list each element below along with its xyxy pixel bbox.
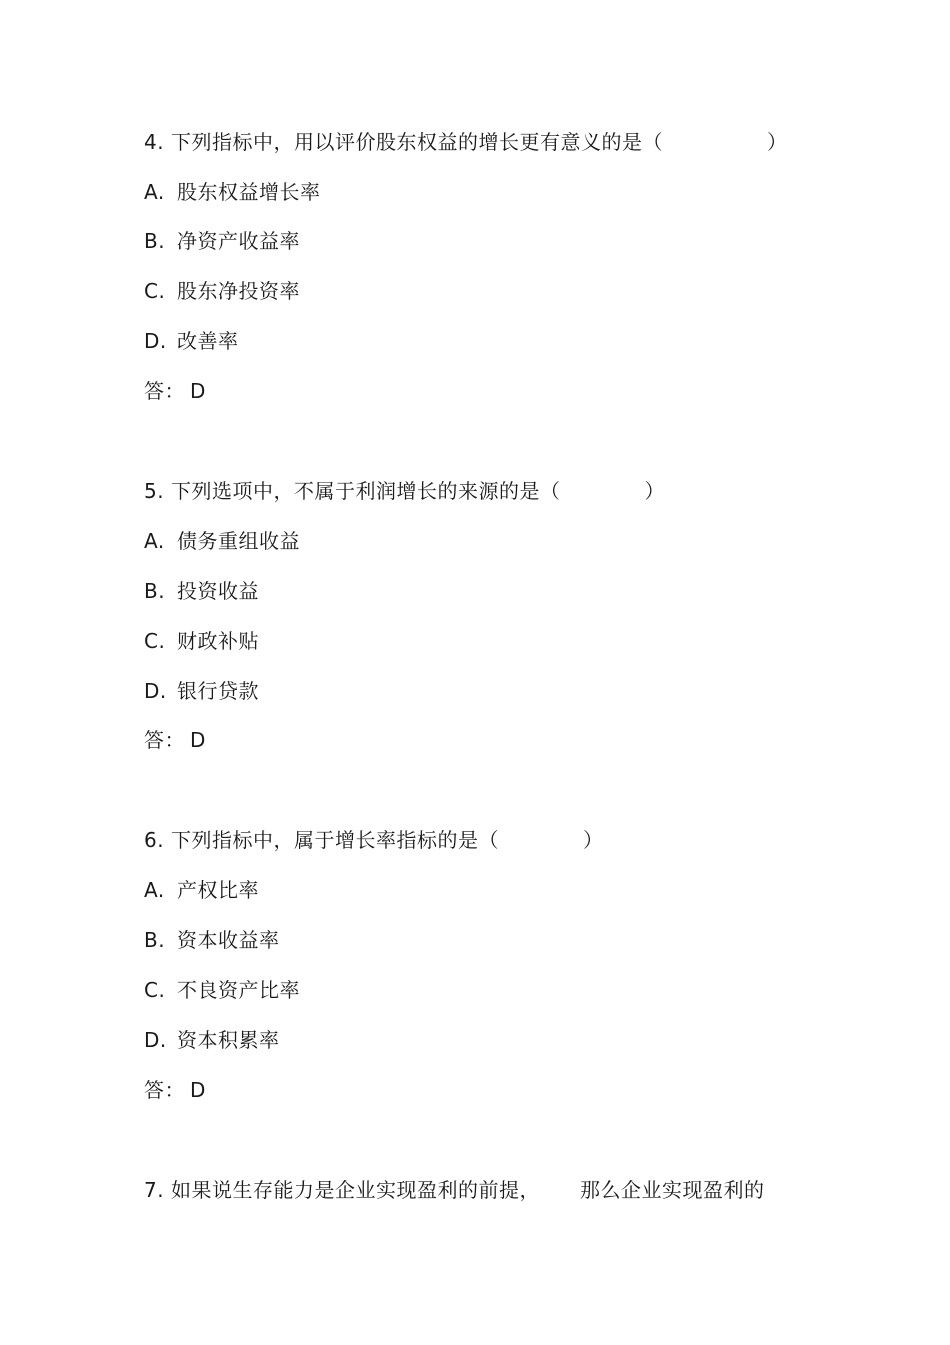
option-letter: A. xyxy=(144,878,165,902)
question-5-option-b xyxy=(144,577,259,605)
option-text: 资本收益率 xyxy=(177,928,280,952)
option-text: 银行贷款 xyxy=(177,679,259,703)
question-5-stem xyxy=(144,477,665,505)
option-letter: C. xyxy=(144,978,166,1002)
option-letter: D. xyxy=(144,1028,167,1052)
question-5-option-d xyxy=(144,677,259,705)
question-7-text-part2: 那么企业实现盈利的 xyxy=(579,1178,765,1202)
question-6-text: 6. 下列指标中，属于增长率指标的是（ xyxy=(144,828,499,852)
question-7-text-part1: 7. 如果说生存能力是企业实现盈利的前提， xyxy=(144,1178,540,1202)
question-4-stem xyxy=(144,128,787,156)
option-letter: B. xyxy=(144,229,166,253)
option-letter: C. xyxy=(144,629,166,653)
close-paren: ） xyxy=(644,479,665,503)
option-text: 债务重组收益 xyxy=(177,529,300,553)
option-letter: B. xyxy=(144,928,166,952)
question-5-option-c xyxy=(144,627,259,655)
question-6-option-a xyxy=(144,876,259,904)
answer-value: D xyxy=(190,728,206,752)
question-5-text: 5. 下列选项中，不属于利润增长的来源的是（ xyxy=(144,479,561,503)
close-paren: ） xyxy=(766,130,788,154)
option-letter: D. xyxy=(144,329,167,353)
question-6-option-b xyxy=(144,926,280,954)
answer-label: 答： xyxy=(144,728,185,752)
question-6-stem xyxy=(144,826,603,854)
question-6-answer xyxy=(144,1076,206,1104)
option-text: 产权比率 xyxy=(177,878,259,902)
option-text: 净资产收益率 xyxy=(177,229,300,253)
option-text: 股东权益增长率 xyxy=(177,180,321,204)
question-4-answer xyxy=(144,377,206,405)
option-text: 不良资产比率 xyxy=(177,978,300,1002)
option-letter: D. xyxy=(144,679,167,703)
option-letter: B. xyxy=(144,579,166,603)
option-text: 资本积累率 xyxy=(177,1028,280,1052)
answer-label: 答： xyxy=(144,379,185,403)
answer-value: D xyxy=(190,379,206,403)
option-letter: A. xyxy=(144,180,165,204)
option-text: 股东净投资率 xyxy=(177,279,300,303)
option-letter: A. xyxy=(144,529,165,553)
option-letter: C. xyxy=(144,279,166,303)
answer-value: D xyxy=(190,1078,206,1102)
option-text: 投资收益 xyxy=(177,579,259,603)
question-4-text: 4. 下列指标中，用以评价股东权益的增长更有意义的是（ xyxy=(144,130,663,154)
question-4-option-a xyxy=(144,178,321,206)
question-4-option-d xyxy=(144,327,239,355)
question-6-option-c xyxy=(144,976,300,1004)
question-5-answer xyxy=(144,726,206,754)
question-4-option-c xyxy=(144,277,300,305)
answer-label: 答： xyxy=(144,1078,185,1102)
question-7-stem xyxy=(144,1176,764,1204)
question-5-option-a xyxy=(144,527,300,555)
question-4-option-b xyxy=(144,227,300,255)
close-paren: ） xyxy=(582,828,604,852)
option-text: 改善率 xyxy=(177,329,239,353)
question-6-option-d xyxy=(144,1026,280,1054)
option-text: 财政补贴 xyxy=(177,629,259,653)
